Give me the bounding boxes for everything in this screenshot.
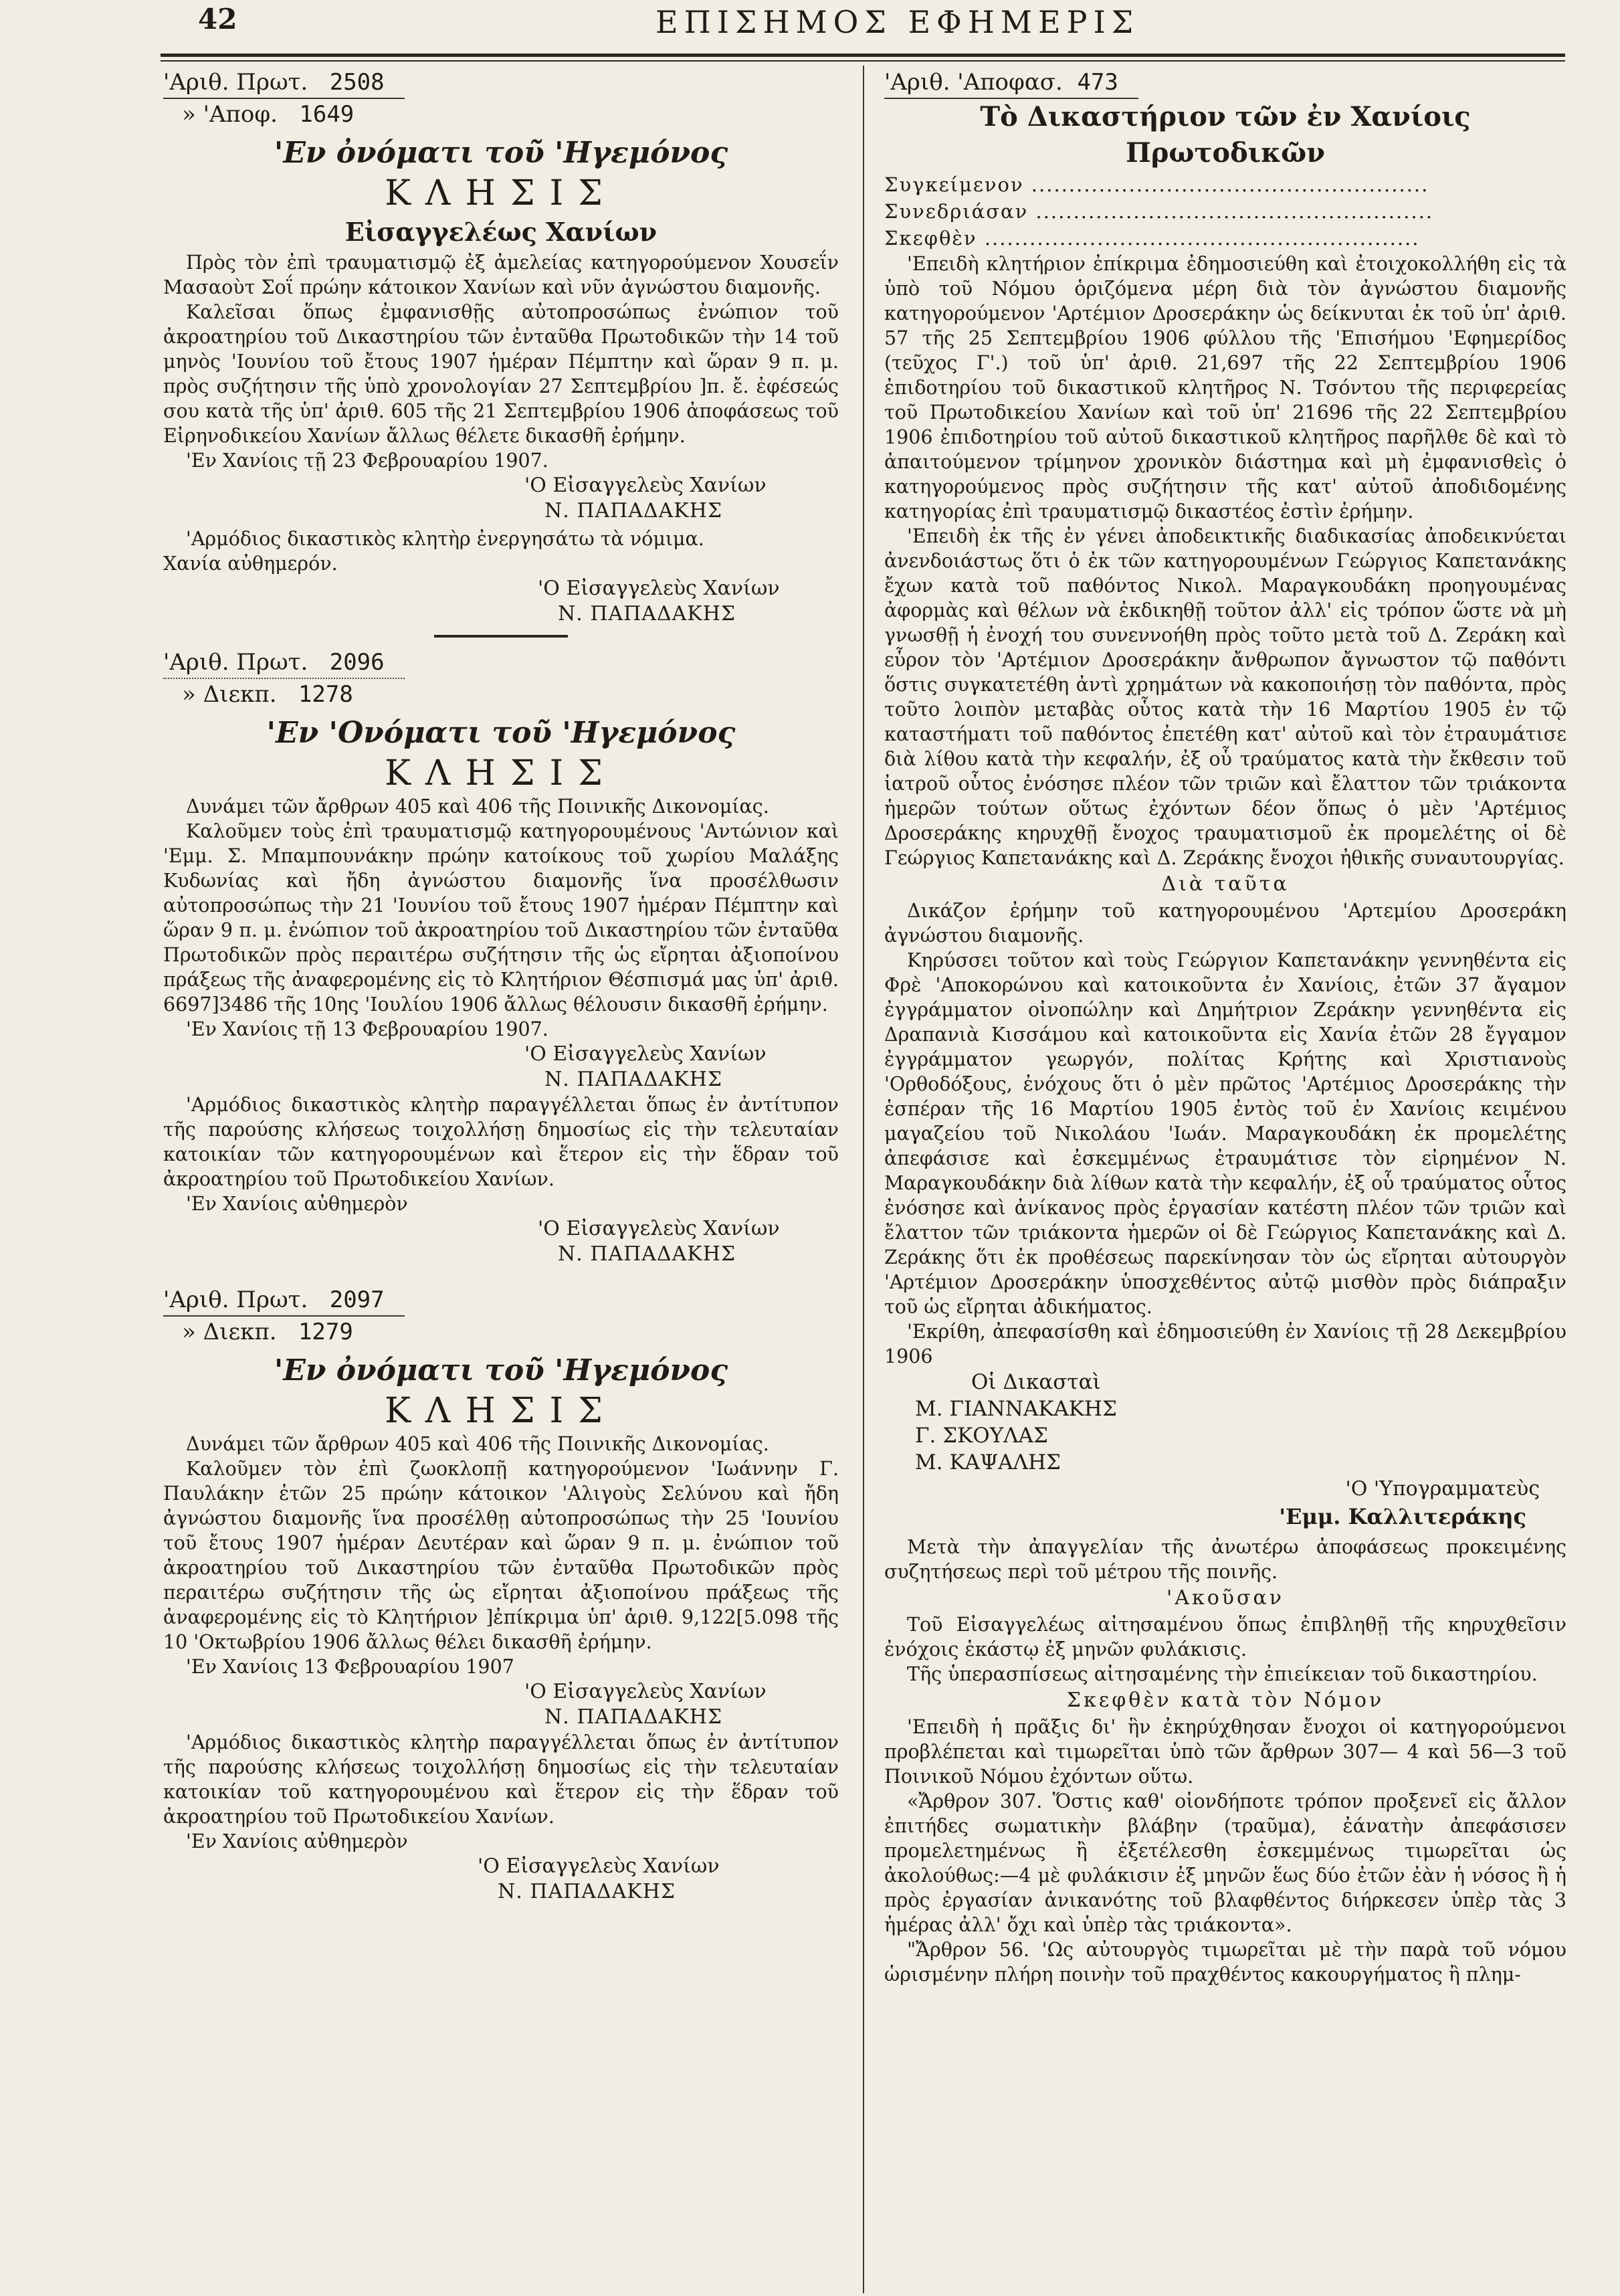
judge-name: Μ. ΓΙΑΝΝΑΚΑΚΗΣ <box>915 1397 1117 1421</box>
signature-name: Ν. ΠΑΠΑΔΑΚΗΣ <box>544 1068 723 1091</box>
signature-name: Ν. ΠΑΠΑΔΑΚΗΣ <box>558 1242 736 1266</box>
paragraph: Χανία αὐθημερόν. <box>163 553 338 575</box>
court-line: Συγκείμενον ..................................................... <box>884 173 1429 196</box>
notice-2097 <box>163 1284 839 1905</box>
left-column <box>163 67 839 1905</box>
paragraph: Τῆς ὑπερασπίσεως αἰτησαμένης τὴν ἐπιείκειαν τοῦ δικαστηρίου. <box>907 1663 1538 1685</box>
signature <box>163 1854 839 1905</box>
paragraph: 'Επειδὴ κλητήριον ἐπίκριμα ἐδημοσιεύθη καὶ ἐτοιχοκολλήθη εἰς τὰ ὑπὸ τοῦ Νόμου ὁριζόμενα μέρη διὰ τὸν ἀγνώστου διαμονῆς κατηγορούμενον 'Αρτέμιον Δροσεράκην ὡς δείκνυται ἐκ τοῦ ὑπ' ἀριθ. 57 τῆς 25 Σεπτεμβρίου 1906 φύλλου τῆς 'Επισήμου 'Εφημερίδος (τεῦχος Γ'.) τοῦ ὑπ' ἀριθ. 21,697 τῆς 22 Σεπτεμβρίου 1906 ἐπιδοτηρίου τοῦ δικαστικοῦ κλητῆρος Ν. Τσόντου τῆς περιφερείας τοῦ Πρωτοδικείου Χανίων καὶ τοῦ ὑπ' 21696 τῆς 22 Σεπτεμβρίου 1906 ἐπιδοτηρίου τοῦ αὐτοῦ δικαστικοῦ κλητῆρος παρῆλθε δὲ καὶ τὸ ἀπαιτούμενον τρίμηνον χρονικὸν διάστημα καὶ μὴ ἐμφανισθεὶς ὁ κατηγορούμενος πρὸς συζήτησιν τῆς κατ' αὐτοῦ ἀποδιδομένης κατηγορίας ἐπὶ τραυματισμῷ δικαστέος ἐστὶν ἐρήμην. <box>884 253 1566 522</box>
decision-line <box>163 99 839 130</box>
ref-label: » Διεκπ. <box>182 681 277 708</box>
ref-label: 'Αριθ. Πρωτ. <box>163 1286 308 1313</box>
paragraph: Δικάζον ἐρήμην τοῦ κατηγορουμένου 'Αρτεμίου Δροσεράκη ἀγνώστου διαμονῆς. <box>884 900 1566 947</box>
header-rule-thin <box>161 60 1565 62</box>
signature-role: 'Ο Εἰσαγγελεὺς Χανίων <box>524 1680 767 1703</box>
signature <box>163 1679 839 1730</box>
signature-role: 'Ο Εἰσαγγελεὺς Χανίων <box>478 1854 720 1878</box>
clerk-name: 'Εμμ. Καλλιτεράκης <box>1279 1504 1526 1529</box>
page-number: 42 <box>198 3 237 35</box>
paragraph: 'Αρμόδιος δικαστικὸς κλητὴρ ἐνεργησάτω τὰ νόμιμα. <box>186 528 704 550</box>
notice-2096 <box>163 647 839 1267</box>
dispatch-line <box>163 1317 839 1347</box>
paragraph: Κηρύσσει τοῦτον καὶ τοὺς Γεώργιον Καπετανάκην γεννηθέντα εἰς Φρὲ 'Αποκορώνου καὶ κατοικοῦντα ἐν Χανίοις, ἐτῶν 37 ἄγαμον ἐγγράμματον οἰνοπώλην καὶ Δημήτριον Ζεράκην γεννηθέντα εἰς Δραπανιὰ Κισσάμου καὶ κατοικοῦντα εἰς Χανία ἐτῶν 28 ἔγγαμον ἐγγράμματον γεωργόν, πολίτας Κρήτης καὶ Χριστιανοὺς 'Ορθοδόξους, ἐνόχους ὅτι ὁ μὲν πρῶτος 'Αρτέμιος Δροσεράκης τὴν ἑσπέραν τῆς 16 Μαρτίου 1905 ἐντὸς τοῦ ἐν Χανίοις κειμένου μαγαζείου τοῦ Νικολάου 'Ιωάν. Μαραγκουδάκη ἐκ προμελέτης ἀπεφάσισε καὶ ἐσκεμμένως ἐτραυμάτισε τὸν εἰρημένον Ν. Μαραγκουδάκην διὰ λίθων κατὰ τὴν κεφαλήν, ἐξ οὗ τραύματος οὗτος ἐνόσησε καὶ ἀνίκανος πρὸς ἐργασίαν κατέστη πλέον τῶν τριῶν καὶ ἔλαττον τῶν τριάκοντα ἡμερῶν οἱ δὲ Γεώργιος Καπετανάκης καὶ Δ. Ζεράκης ὅτι ἐκ προθέσεως παρεκίνησαν τὸν ὡς εἴρηται αὐτουργὸν 'Αρτέμιον Δροσεράκην ὑποσχεθέντος αὐτῷ μισθὸν πρὸς διάπραξιν τοῦ ὡς εἴρηται ἀδικήματος. <box>884 949 1566 1318</box>
running-title: ΕΠΙΣΗΜΟΣ ΕΦΗΜΕΡΙΣ <box>655 4 1140 40</box>
notice-heading: 'Εν ὀνόματι τοῦ 'Ηγεμόνος <box>274 136 728 170</box>
court-line-label: Συγκείμενον <box>884 173 1024 196</box>
judge-name: Γ. ΣΚΟΥΛΑΣ <box>915 1424 1048 1448</box>
header-rule <box>161 54 1565 57</box>
paragraph: 'Εν Χανίοις αὐθημερὸν <box>186 1830 408 1852</box>
paragraph: Καλεῖσαι ὅπως ἐμφανισθῇς αὐτοπροσώπως ἐνώπιον τοῦ ἀκροατηρίου τοῦ Δικαστηρίου τῶν ἐνταῦθα Πρωτοδικῶν τὴν 14 τοῦ μηνὸς 'Ιουνίου τοῦ ἔτους 1907 ἡμέραν Πέμπτην καὶ ὥραν 9 π. μ. πρὸς συζήτησιν τῆς ὑπὸ χρονολογίαν 27 Σεπτεμβρίου ]π. ἔ. ἐφέσεώς σου κατὰ τῆς ὑπ' ἀριθ. 605 τῆς 21 Σεπτεμβρίου 1906 ἀποφάσεως τοῦ Εἰρηνοδικείου Χανίων ἄλλως θέλετε δικασθῆ ἐρήμην. <box>163 301 839 447</box>
ref-number: 2508 <box>329 69 385 96</box>
ref-label: 'Αριθ. Πρωτ. <box>163 69 308 96</box>
signature-role: 'Ο Εἰσαγγελεὺς Χανίων <box>538 1217 780 1240</box>
notice-subtitle: Εἰσαγγελέως Χανίων <box>344 217 657 247</box>
paragraph: "Ἄρθρον 56. 'Ως αὐτουργὸς τιμωρεῖται μὲ τὴν παρὰ τοῦ νόμου ὡρισμένην πλήρη ποινὴν τοῦ πραχθέντος κακουργήματος ἢ πλημ- <box>884 1939 1566 1986</box>
court-line: Συνεδριάσαν ..................................................... <box>884 200 1434 223</box>
date-line: 'Εν Χανίοις τῇ 23 Φεβρουαρίου 1907. <box>186 450 548 472</box>
date-line: 'Εν Χανίοις 13 Φεβρουαρίου 1907 <box>186 1656 514 1678</box>
paragraph: Καλοῦμεν τοὺς ἐπὶ τραυματισμῷ κατηγορουμένους 'Αντώνιον καὶ 'Εμμ. Σ. Μπαμπουνάκην πρώην κατοίκους τοῦ χωρίου Μαλάξης Κυδωνίας καὶ ἤδη ἀγνώστου διαμονῆς ἵνα προσέλθωσιν αὐτοπροσώπως τὴν 21 'Ιουνίου τοῦ ἔτους 1907 ἡμέραν Πέμπτην καὶ ὥραν 9 π. μ. ἐνώπιον τοῦ ἀκροατηρίου τοῦ Δικαστηρίου τῶν ἐνταῦθα Πρωτοδικῶν πρὸς περαιτέρω συζήτησιν τῆς ὡς εἴρηται ἀξιοποίνου πράξεως τῆς ἀναφερομένης εἰς τὸ Κλητήριον Θέσπισμά μας ὑπ' ἀριθ. 6697]3486 τῆς 10ης 'Ιουλίου 1906 ἄλλως θέλουσιν δικασθῆ ἐρήμην. <box>163 820 839 1016</box>
section-heading: Σκεφθὲν κατὰ τὸν Νόμον <box>1066 1689 1385 1712</box>
judge-name: Μ. ΚΑΨΑΛΗΣ <box>915 1450 1061 1474</box>
section-heading: Διὰ ταῦτα <box>1161 872 1290 896</box>
signature <box>163 576 839 627</box>
paragraph: 'Εν Χανίοις αὐθημερὸν <box>186 1193 408 1215</box>
notice-heading: 'Εν ὀνόματι τοῦ 'Ηγεμόνος <box>274 1353 728 1388</box>
ref-number: 2096 <box>329 649 385 676</box>
paragraph: Μετὰ τὴν ἀπαγγελίαν τῆς ἀνωτέρω ἀποφάσεως προκειμένης συζητήσεως περὶ τοῦ μέτρου τῆς ποινῆς. <box>884 1536 1566 1583</box>
notice-2508 <box>163 67 839 638</box>
signature-name: Ν. ΠΑΠΑΔΑΚΗΣ <box>558 602 736 626</box>
ref-label: 'Αριθ. Πρωτ. <box>163 649 308 676</box>
paragraph: Καλοῦμεν τὸν ἐπὶ ζωοκλοπῇ κατηγορούμενον 'Ιωάννην Γ. Παυλάκην ἐτῶν 25 πρώην κάτοικον 'Αλιγοὺς Σελύνου καὶ ἤδη ἀγνώστου διαμονῆς ἵνα προσέλθῃ αὐτοπροσώπως τὴν 25 'Ιουνίου τοῦ ἔτους 1907 ἡμέραν Δευτέραν καὶ ὥραν 9 π. μ. ἐνώπιον τοῦ ἀκροατηρίου τοῦ Δικαστηρίου τῶν ἐνταῦθα Πρωτοδικῶν πρὸς περαιτέρω συζήτησιν τῆς ὡς εἴρηται ἀξιοποίνου πράξεως τῆς ἀναφερομένης εἰς τὸ Κλητήριον ]ἐπίκριμα ὑπ' ἀριθ. 9,122[5.098 τῆς 10 'Οκτωβρίου 1906 ἄλλως θέλει δικασθῆ ἐρήμην. <box>163 1458 839 1653</box>
ref-label: » Διεκπ. <box>182 1319 277 1345</box>
ref-label: 'Αριθ. 'Αποφασ. <box>884 69 1063 96</box>
notice-title: ΚΛΗΣΙΣ <box>385 753 617 793</box>
paragraph: Πρὸς τὸν ἐπὶ τραυματισμῷ ἐξ ἀμελείας κατηγορούμενον Χουσεΐν Μασαοὺτ Σοΐ πρώην κάτοικον Χανίων καὶ νῦν ἀγνώστου διαμονῆς. <box>163 252 839 298</box>
section-heading: 'Ακοῦσαν <box>1167 1586 1284 1610</box>
separator-rule <box>434 635 568 638</box>
ref-number: 473 <box>1077 69 1118 96</box>
signature <box>163 473 839 524</box>
column-divider <box>863 66 864 2293</box>
ref-number: 2097 <box>329 1286 385 1313</box>
dispatch-line <box>163 679 839 710</box>
signature-role: 'Ο Εἰσαγγελεὺς Χανίων <box>538 577 780 600</box>
signature-name: Ν. ΠΑΠΑΔΑΚΗΣ <box>544 1705 723 1729</box>
paragraph: «Ἄρθρον 307. Ὅστις καθ' οἱονδήποτε τρόπον προξενεῖ εἰς ἄλλον ἐπιτήδες σωματικὴν βλάβην (τραῦμα), ἐάνατὴν ἀπεφάσισεν προμελετημένως ἢ ἐξετέλεσθη ἐσκεμμένως τιμωρεῖται ὡς ἀκολούθως:—4 μὲ φυλάκισιν ἐξ μηνῶν ἕως δύο ἐτῶν ἐὰν ἡ νόσος ἢ ἡ πρὸς ἐργασίαν ἀνικανότης τοῦ βλαφθέντος διήρκεσεν ὑπὲρ τὰς 3 ἡμέρας ἀλλ' ὄχι καὶ ὑπὲρ τὰς τριάκοντα». <box>884 1790 1566 1936</box>
paragraph: 'Αρμόδιος δικαστικὸς κλητὴρ παραγγέλλεται ὅπως ἐν ἀντίτυπον τῆς παρούσης κλήσεως τοιχολλήσῃ δημοσίως εἰς τὴν τελευταίαν κατοικίαν τῶν κατηγορουμένων καὶ ἕτερον εἰς τὴν ἕδραν τοῦ ἀκροατηρίου τοῦ Πρωτοδικείου Χανίων. <box>163 1094 839 1190</box>
ref-number: 1278 <box>298 681 353 708</box>
paragraph: 'Επειδὴ ἐκ τῆς ἐν γένει ἀποδεικτικῆς διαδικασίας ἀποδεικνύεται ἀνενδοιάστως ὅτι ὁ ἐκ τῶν κατηγορουμένων Γεώργιος Καπετανάκης ἔχων κατὰ τοῦ παθόντος Νικολ. Μαραγκουδάκη προηγουμένας ἀφορμὰς καὶ θέλων νὰ ἐκδικηθῇ τοῦτον ἀλλ' εἰς τρόπον ὥστε νὰ μὴ γνωσθῇ ἡ ἐνοχή του συνεννοήθη πρὸς τοῦτο μετὰ τοῦ Δ. Ζεράκη καὶ εὗρον τὸν 'Αρτέμιον Δροσεράκην ἄνθρωπον ἄγνωστον τῷ παθόντι ὅστις συγκατετέθη ἀντὶ χρημάτων νὰ κακοποιήσῃ τὸν παθόντα, πρὸς τοῦτο λοιπὸν μεταβὰς οὗτος κατὰ τὴν 16 Μαρτίου 1905 ἐν τῷ καταστήματι τοῦ παθόντος ἐπετέθη κατ' αὐτοῦ καὶ τὸν ἐτραυμάτισε διὰ λίθου κατὰ τὴν κεφαλήν, ἐξ οὗ τραύματος κατὰ τὴν ἔκθεσιν τοῦ ἰατροῦ οὗτος ἐνόσησε πλέον τῶν τριῶν καὶ ἔλαττον τῶν τριάκοντα ἡμερῶν τούτων οὕτως ἐχόντων δέον ὅπως ὁ μὲν 'Αρτέμιος Δροσεράκης κηρυχθῇ ἔνοχος τραυματισμοῦ ἐκ προμελέτης οἱ δὲ Γεώργιος Καπετανάκης καὶ Δ. Ζεράκης ἔνοχοι ἠθικῆς συναυτουργίας. <box>884 525 1566 869</box>
reference-line <box>163 647 839 679</box>
court-title: Τὸ Δικαστήριον τῶν ἐν Χανίοις Πρωτοδικῶν <box>980 101 1471 169</box>
date-line: 'Εν Χανίοις τῇ 13 Φεβρουαρίου 1907. <box>186 1018 548 1040</box>
clerk-role: 'Ο 'Υπογραμματεὺς <box>1345 1477 1540 1501</box>
signature <box>163 1042 839 1092</box>
judges-title: Οἱ Δικασταὶ <box>971 1370 1101 1394</box>
ref-label: » 'Αποφ. <box>182 101 278 128</box>
signature-role: 'Ο Εἰσαγγελεὺς Χανίων <box>524 474 767 497</box>
signature-name: Ν. ΠΑΠΑΔΑΚΗΣ <box>544 499 723 522</box>
signature-name: Ν. ΠΑΠΑΔΑΚΗΣ <box>498 1880 676 1903</box>
paragraph: Δυνάμει τῶν ἄρθρων 405 καὶ 406 τῆς Ποινικῆς Δικονομίας. <box>186 795 769 818</box>
court-line-label: Σκεφθὲν <box>884 227 977 250</box>
paragraph: 'Εκρίθη, ἀπεφασίσθη καὶ ἐδημοσιεύθη ἐν Χανίοις τῇ 28 Δεκεμβρίου 1906 <box>884 1321 1566 1367</box>
notice-title: ΚΛΗΣΙΣ <box>385 1391 617 1431</box>
ref-number: 1649 <box>299 101 355 128</box>
signature <box>163 1216 839 1267</box>
notice-heading: 'Εν 'Ονόματι τοῦ 'Ηγεμόνος <box>266 716 736 750</box>
court-line: Σκεφθὲν .......................................................... <box>884 227 1420 250</box>
page-header <box>0 0 1620 62</box>
notice-title: ΚΛΗΣΙΣ <box>385 173 617 213</box>
paragraph: 'Αρμόδιος δικαστικὸς κλητὴρ παραγγέλλεται ὅπως ἐν ἀντίτυπον τῆς παρούσης κλήσεως τοιχολλήσῃ δημοσίως εἰς τὴν τελευταίαν κατοικίαν τοῦ κατηγορουμένου καὶ ἕτερον εἰς τὴν ἕδραν τοῦ ἀκροατηρίου τοῦ Πρωτοδικείου Χανίων. <box>163 1731 839 1828</box>
paragraph: 'Επειδὴ ἡ πρᾶξις δι' ἣν ἐκηρύχθησαν ἔνοχοι οἱ κατηγορούμενοι προβλέπεται καὶ τιμωρεῖται ὑπὸ τῶν ἄρθρων 307— 4 καὶ 56—3 τοῦ Ποινικοῦ Νόμου ἐχόντων οὕτω. <box>884 1716 1566 1788</box>
decision-reference <box>884 67 1566 99</box>
reference-line <box>163 67 839 99</box>
right-column <box>884 67 1566 1987</box>
court-line-label: Συνεδριάσαν <box>884 200 1029 223</box>
reference-line <box>163 1284 839 1317</box>
ref-number: 1279 <box>298 1319 353 1345</box>
signature-role: 'Ο Εἰσαγγελεὺς Χανίων <box>524 1042 767 1066</box>
paragraph: Δυνάμει τῶν ἄρθρων 405 καὶ 406 τῆς Ποινικῆς Δικονομίας. <box>186 1433 769 1455</box>
paragraph: Τοῦ Εἰσαγγελέως αἰτησαμένου ὅπως ἐπιβληθῇ τῆς κηρυχθεῖσιν ἐνόχοις ἑκάστῳ ἐξ μηνῶν φυλάκισις. <box>884 1614 1566 1660</box>
